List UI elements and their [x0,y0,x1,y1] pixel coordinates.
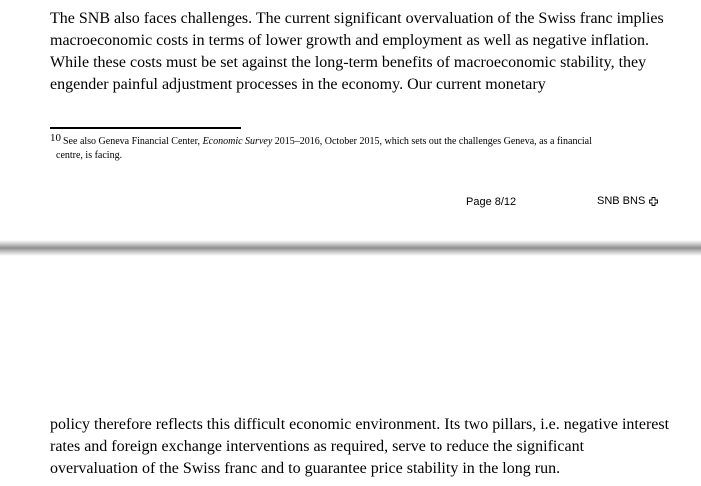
logo-text: SNB BNS [597,195,646,207]
footnote-line-2: centre, is facing. [56,150,123,161]
footnote-divider [50,127,241,129]
footnote [50,131,650,163]
footnote-text: See also Geneva Financial Center, [63,136,203,147]
snb-logo [597,195,658,207]
page-number: Page 8/12 [466,196,517,208]
page-separator [0,240,701,256]
footnote-number: 10 [50,132,61,144]
document-page-top [0,0,701,240]
swiss-cross-icon [649,197,658,206]
footnote-text-cont: 2015–2016, October 2015, which sets out the challenges Geneva, as a financial [272,136,592,147]
body-paragraph: The SNB also faces challenges. The current significant overvaluation of the Swiss franc implies macroeconomic costs in terms of lower growth and employment as well as negative inflation. While these costs must be set against the long-term benefits of macroeconomic stability, they engender painful adjustment processes in the economy. Our current monetary [50,10,664,93]
body-paragraph: policy therefore reflects this difficult economic environment. Its two pillars, i.e. negative interest rates and foreign exchange interventions as required, serve to reduce the significant overvaluation of the Swiss franc and to guarantee price stability in the long run. [50,416,670,477]
document-page-bottom [0,256,701,486]
footnote-italic-title: Economic Survey [202,136,273,147]
